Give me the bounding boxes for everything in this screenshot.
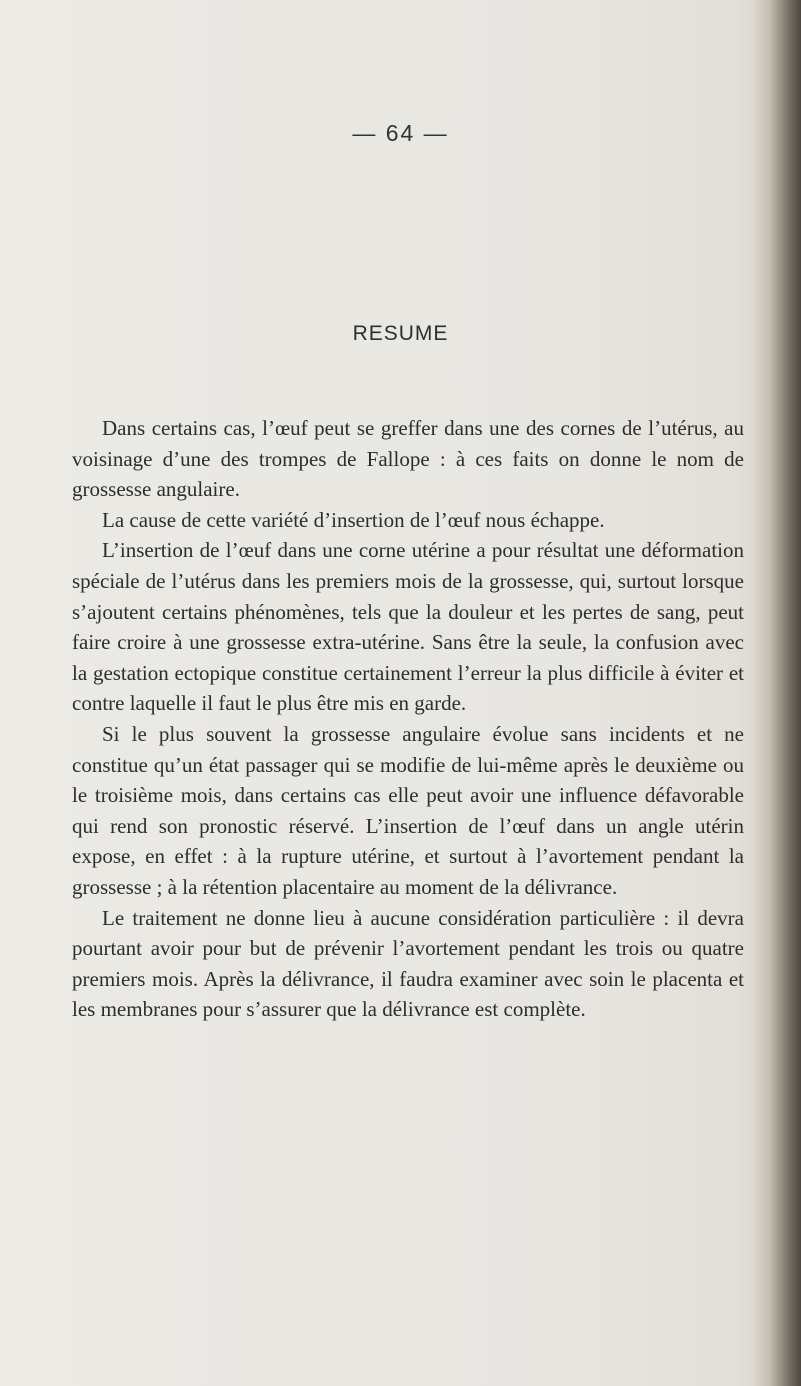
page-binding-edge [753,0,801,1386]
paragraph-2: La cause de cette variété d’insertion de l’œuf nous échappe. [102,507,605,532]
section-heading: RESUME [352,322,449,345]
page-number: — 64 — [352,120,449,146]
paragraph-5: Le traitement ne donne lieu à aucune considération particulière : il devra pourtant avoir pour but de prévenir l’avortement pendant les trois ou quatre premiers mois. Après la délivrance, il faudra examiner avec soin le placenta et les membranes pour s’assurer que la délivrance est complète. [72,905,744,1022]
paragraph-3: L’insertion de l’œuf dans une corne utérine a pour résultat une déformation spéciale de l’utérus dans les premiers mois de la grossesse, qui, surtout lorsque s’ajoutent certains phénomènes, tels que la douleur et les pertes de sang, peut faire croire à une grossesse extra-utérine. Sans être la seule, la confusion avec la gestation ectopique constitue certainement l’erreur la plus difficile à éviter et contre laquelle il faut le plus être mis en garde. [72,538,744,716]
paragraph-4: Si le plus souvent la grossesse angulaire évolue sans incidents et ne constitue qu’un état passager qui se modifie de lui-même après le deuxième ou le troisième mois, dans certains cas elle peut avoir une influence défavorable qui rend son pronostic réservé. L’insertion de l’œuf dans un angle utérin expose, en effet : à la rupture utérine, et surtout à l’avortement pendant la grossesse ; à la rétention placentaire au moment de la délivrance. [72,721,744,899]
paragraph-1: Dans certains cas, l’œuf peut se greffer dans une des cornes de l’utérus, au voisinage d’une des trompes de Fallope : à ces faits on donne le nom de grossesse angulaire. [72,416,744,502]
body-text [72,413,744,1025]
